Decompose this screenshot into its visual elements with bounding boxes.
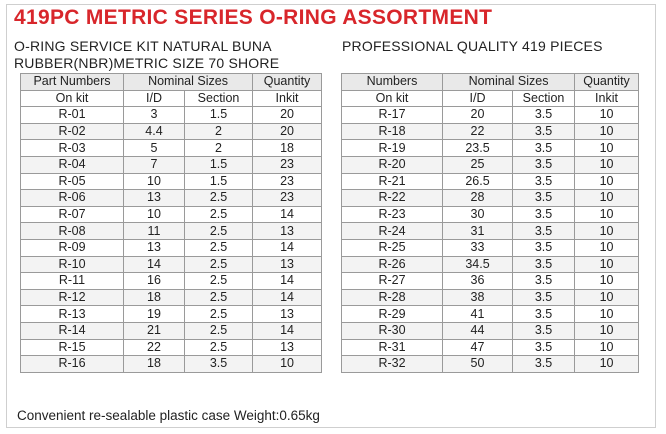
- table-cell: 26.5: [443, 173, 513, 190]
- column-subheader: Inkit: [253, 90, 322, 107]
- table-cell: 18: [253, 140, 322, 157]
- table-cell: R-12: [21, 289, 124, 306]
- table-cell: 10: [575, 190, 639, 207]
- table-cell: 10: [575, 289, 639, 306]
- table-cell: 10: [575, 322, 639, 339]
- column-subheader: Inkit: [575, 90, 639, 107]
- table-cell: 10: [575, 123, 639, 140]
- table-row: [342, 356, 639, 373]
- header-row-top: [21, 74, 322, 91]
- subtitle-line-2: RUBBER(NBR)METRIC SIZE 70 SHORE: [14, 55, 280, 71]
- table-cell: 14: [124, 256, 185, 273]
- table-cell: R-20: [342, 156, 443, 173]
- table-cell: 10: [575, 239, 639, 256]
- table-cell: 2.5: [185, 322, 253, 339]
- table-row: [342, 173, 639, 190]
- table-cell: 3.5: [513, 140, 575, 157]
- table-cell: 10: [575, 273, 639, 290]
- table-row: [21, 190, 322, 207]
- table-row: [21, 256, 322, 273]
- column-header: Quantity: [253, 74, 322, 91]
- table-cell: 47: [443, 339, 513, 356]
- right-size-table: [341, 73, 639, 373]
- column-header: Numbers: [342, 74, 443, 91]
- table-cell: 2: [185, 140, 253, 157]
- table-cell: 2.5: [185, 239, 253, 256]
- table-cell: 3.5: [185, 356, 253, 373]
- table-row: [342, 273, 639, 290]
- table-cell: 23: [253, 156, 322, 173]
- table-cell: 3.5: [513, 206, 575, 223]
- table-cell: 2: [185, 123, 253, 140]
- table-cell: R-28: [342, 289, 443, 306]
- table-cell: 3.5: [513, 339, 575, 356]
- table-cell: 30: [443, 206, 513, 223]
- table-cell: 2.5: [185, 190, 253, 207]
- table-cell: 7: [124, 156, 185, 173]
- table-cell: 21: [124, 322, 185, 339]
- table-row: [21, 273, 322, 290]
- table-cell: 10: [124, 206, 185, 223]
- table-cell: 2.5: [185, 223, 253, 240]
- table-cell: R-14: [21, 322, 124, 339]
- table-cell: R-27: [342, 273, 443, 290]
- table-cell: 16: [124, 273, 185, 290]
- table-cell: 14: [253, 322, 322, 339]
- table-cell: R-23: [342, 206, 443, 223]
- table-cell: 3.5: [513, 256, 575, 273]
- table-row: [21, 356, 322, 373]
- table-cell: 10: [575, 107, 639, 124]
- table-cell: 3: [124, 107, 185, 124]
- column-subheader: I/D: [124, 90, 185, 107]
- table-cell: 38: [443, 289, 513, 306]
- table-cell: 2.5: [185, 273, 253, 290]
- table-cell: 25: [443, 156, 513, 173]
- table-cell: R-18: [342, 123, 443, 140]
- column-header: Part Numbers: [21, 74, 124, 91]
- subtitle-right: PROFESSIONAL QUALITY 419 PIECES: [342, 38, 603, 54]
- footer-note: Convenient re-sealable plastic case Weight:0.65kg: [17, 408, 320, 423]
- table-row: [21, 322, 322, 339]
- column-subheader: On kit: [342, 90, 443, 107]
- table-cell: R-02: [21, 123, 124, 140]
- table-cell: R-04: [21, 156, 124, 173]
- table-cell: 2.5: [185, 206, 253, 223]
- column-header: Nominal Sizes: [443, 74, 575, 91]
- table-cell: 50: [443, 356, 513, 373]
- table-cell: 13: [253, 256, 322, 273]
- table-cell: 20: [443, 107, 513, 124]
- table-cell: 10: [575, 140, 639, 157]
- table-cell: 1.5: [185, 107, 253, 124]
- table-cell: 44: [443, 322, 513, 339]
- table-cell: 14: [253, 206, 322, 223]
- subtitle-line-1: O-RING SERVICE KIT NATURAL BUNA: [14, 38, 272, 54]
- table-cell: 20: [253, 107, 322, 124]
- table-row: [342, 239, 639, 256]
- column-subheader: On kit: [21, 90, 124, 107]
- column-header: Quantity: [575, 74, 639, 91]
- table-cell: 13: [253, 339, 322, 356]
- table-cell: 10: [575, 223, 639, 240]
- table-cell: 33: [443, 239, 513, 256]
- table-cell: R-05: [21, 173, 124, 190]
- column-subheader: I/D: [443, 90, 513, 107]
- table-row: [21, 306, 322, 323]
- table-cell: 41: [443, 306, 513, 323]
- table-row: [342, 289, 639, 306]
- table-cell: R-01: [21, 107, 124, 124]
- table-row: [342, 190, 639, 207]
- table-cell: 3.5: [513, 173, 575, 190]
- column-subheader: Section: [185, 90, 253, 107]
- table-cell: R-31: [342, 339, 443, 356]
- table-cell: 13: [124, 239, 185, 256]
- table-row: [342, 256, 639, 273]
- table-cell: 10: [575, 256, 639, 273]
- table-row: [21, 173, 322, 190]
- table-cell: 36: [443, 273, 513, 290]
- table-row: [21, 206, 322, 223]
- table-row: [342, 206, 639, 223]
- table-cell: R-17: [342, 107, 443, 124]
- table-cell: 3.5: [513, 223, 575, 240]
- table-cell: 1.5: [185, 173, 253, 190]
- table-cell: 5: [124, 140, 185, 157]
- table-cell: 10: [253, 356, 322, 373]
- table-cell: 14: [253, 239, 322, 256]
- table-row: [21, 339, 322, 356]
- table-cell: R-15: [21, 339, 124, 356]
- table-cell: R-13: [21, 306, 124, 323]
- table-cell: 18: [124, 356, 185, 373]
- table-cell: R-16: [21, 356, 124, 373]
- table-row: [21, 289, 322, 306]
- table-cell: R-30: [342, 322, 443, 339]
- table-cell: 3.5: [513, 289, 575, 306]
- table-row: [342, 339, 639, 356]
- table-cell: 2.5: [185, 339, 253, 356]
- table-cell: 3.5: [513, 356, 575, 373]
- table-cell: R-26: [342, 256, 443, 273]
- table-cell: R-25: [342, 239, 443, 256]
- table-cell: R-29: [342, 306, 443, 323]
- table-cell: 3.5: [513, 156, 575, 173]
- table-cell: 3.5: [513, 239, 575, 256]
- table-cell: 2.5: [185, 289, 253, 306]
- table-cell: 3.5: [513, 123, 575, 140]
- table-row: [342, 107, 639, 124]
- table-cell: 10: [124, 173, 185, 190]
- table-cell: R-03: [21, 140, 124, 157]
- table-cell: R-11: [21, 273, 124, 290]
- table-cell: R-06: [21, 190, 124, 207]
- table-cell: 22: [443, 123, 513, 140]
- table-row: [21, 123, 322, 140]
- table-row: [342, 223, 639, 240]
- table-cell: 10: [575, 306, 639, 323]
- column-header: Nominal Sizes: [124, 74, 253, 91]
- table-cell: 23.5: [443, 140, 513, 157]
- table-row: [342, 123, 639, 140]
- table-row: [342, 306, 639, 323]
- column-subheader: Section: [513, 90, 575, 107]
- table-cell: R-24: [342, 223, 443, 240]
- table-cell: 34.5: [443, 256, 513, 273]
- table-cell: 3.5: [513, 273, 575, 290]
- header-row-sub: [21, 90, 322, 107]
- table-cell: R-08: [21, 223, 124, 240]
- table-cell: R-09: [21, 239, 124, 256]
- table-cell: 10: [575, 156, 639, 173]
- table-cell: 22: [124, 339, 185, 356]
- table-cell: 3.5: [513, 306, 575, 323]
- table-row: [21, 223, 322, 240]
- table-cell: 13: [253, 306, 322, 323]
- table-cell: 13: [253, 223, 322, 240]
- table-cell: R-07: [21, 206, 124, 223]
- table-cell: 1.5: [185, 156, 253, 173]
- table-row: [21, 239, 322, 256]
- table-row: [342, 140, 639, 157]
- table-cell: 28: [443, 190, 513, 207]
- table-cell: 4.4: [124, 123, 185, 140]
- left-size-table: [20, 73, 322, 373]
- table-row: [21, 140, 322, 157]
- table-cell: 23: [253, 190, 322, 207]
- header-row-sub: [342, 90, 639, 107]
- table-cell: R-10: [21, 256, 124, 273]
- table-cell: 3.5: [513, 322, 575, 339]
- table-cell: 11: [124, 223, 185, 240]
- table-cell: R-19: [342, 140, 443, 157]
- table-row: [21, 107, 322, 124]
- table-cell: 2.5: [185, 306, 253, 323]
- table-cell: R-22: [342, 190, 443, 207]
- table-cell: 23: [253, 173, 322, 190]
- table-cell: 14: [253, 273, 322, 290]
- table-cell: 3.5: [513, 107, 575, 124]
- table-cell: 14: [253, 289, 322, 306]
- table-cell: R-21: [342, 173, 443, 190]
- table-row: [21, 156, 322, 173]
- table-cell: 3.5: [513, 190, 575, 207]
- table-row: [342, 322, 639, 339]
- table-cell: 10: [575, 339, 639, 356]
- table-cell: 10: [575, 356, 639, 373]
- table-cell: 31: [443, 223, 513, 240]
- header-row-top: [342, 74, 639, 91]
- table-cell: 19: [124, 306, 185, 323]
- table-cell: 10: [575, 206, 639, 223]
- table-cell: 13: [124, 190, 185, 207]
- table-cell: 2.5: [185, 256, 253, 273]
- table-cell: 18: [124, 289, 185, 306]
- table-cell: 10: [575, 173, 639, 190]
- page-title: 419PC METRIC SERIES O-RING ASSORTMENT: [14, 6, 493, 29]
- table-cell: R-32: [342, 356, 443, 373]
- table-cell: 20: [253, 123, 322, 140]
- table-row: [342, 156, 639, 173]
